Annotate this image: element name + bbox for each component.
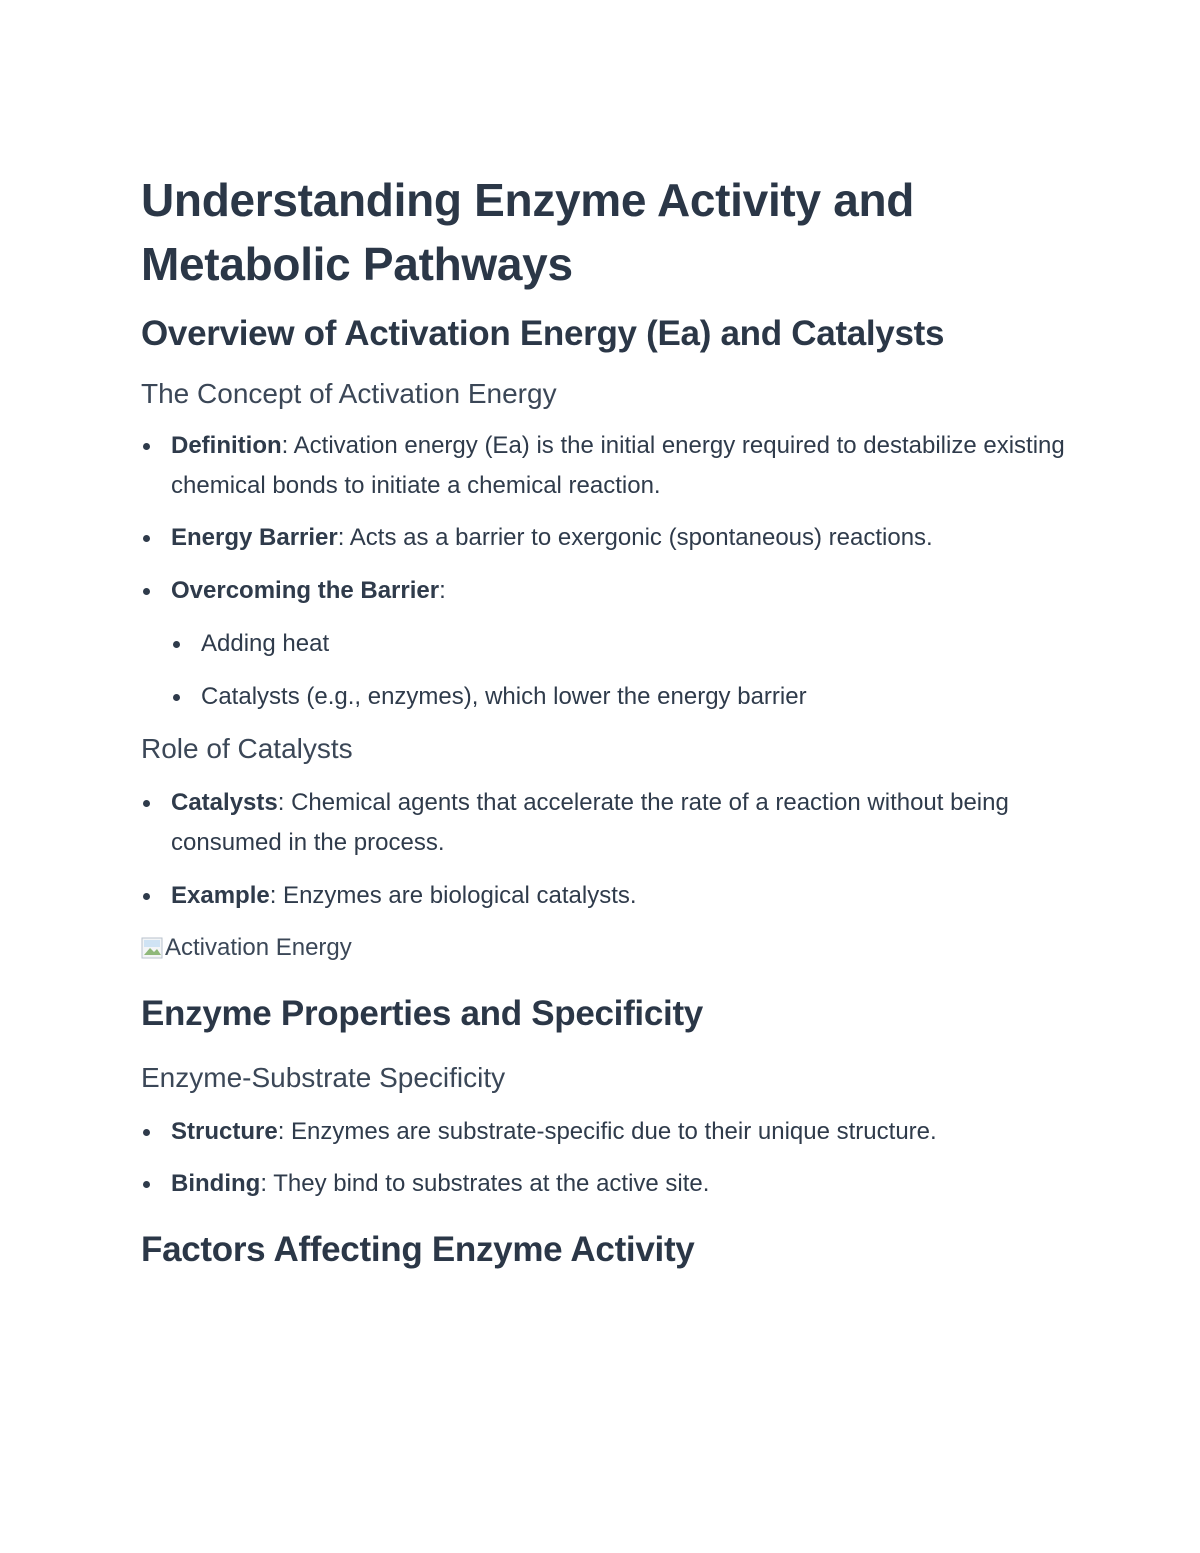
- broken-image-icon: [141, 937, 163, 959]
- list-item: [141, 1112, 991, 1152]
- section-heading-factors: Factors Affecting Enzyme Activity: [141, 1230, 695, 1269]
- list-item: [141, 783, 1071, 863]
- document-page: [141, 168, 1071, 1272]
- item-label: Example: [171, 882, 270, 909]
- bullet-icon: [143, 893, 150, 900]
- sublist-item: [171, 624, 1071, 664]
- subsection-heading-catalysts: Role of Catalysts: [141, 733, 353, 764]
- specificity-list: [141, 1112, 1071, 1204]
- item-text: Catalysts (e.g., enzymes), which lower the energy barrier: [201, 683, 807, 710]
- item-text: : Enzymes are substrate-specific due to their unique structure.: [277, 1118, 937, 1145]
- item-label: Structure: [171, 1118, 278, 1145]
- document-title: Understanding Enzyme Activity and Metabolic Pathways: [141, 174, 915, 290]
- list-item: [141, 876, 1071, 916]
- item-text: : Chemical agents that accelerate the rate of a reaction without being consumed in the process.: [171, 789, 1009, 856]
- image-alt-text: Activation Energy: [165, 934, 352, 961]
- bullet-icon: [173, 641, 180, 648]
- section-heading-properties: Enzyme Properties and Specificity: [141, 994, 703, 1033]
- item-label: Definition: [171, 432, 282, 459]
- item-text: : Acts as a barrier to exergonic (spontaneous) reactions.: [337, 524, 933, 551]
- item-text: :: [439, 577, 446, 604]
- bullet-icon: [173, 694, 180, 701]
- item-text: : Activation energy (Ea) is the initial energy required to destabilize existing chemical bonds to initiate a chemical reaction.: [171, 432, 1065, 499]
- subsection-heading-concept: The Concept of Activation Energy: [141, 378, 557, 409]
- bullet-icon: [143, 535, 150, 542]
- bullet-icon: [143, 1181, 150, 1188]
- item-label: Catalysts: [171, 789, 278, 816]
- item-text: : Enzymes are biological catalysts.: [269, 882, 637, 909]
- bullet-icon: [143, 588, 150, 595]
- item-label: Energy Barrier: [171, 524, 338, 551]
- concept-sublist: [141, 624, 1071, 717]
- section-heading-overview: Overview of Activation Energy (Ea) and Catalysts: [141, 314, 945, 353]
- list-item: [141, 571, 1071, 611]
- sublist-item: [171, 677, 1071, 717]
- list-item: [141, 518, 1071, 558]
- item-label: Binding: [171, 1170, 261, 1197]
- bullet-icon: [143, 800, 150, 807]
- item-text: : They bind to substrates at the active site.: [260, 1170, 710, 1197]
- list-item: [141, 426, 1071, 506]
- catalysts-list: [141, 783, 1071, 916]
- item-label: Overcoming the Barrier: [171, 577, 440, 604]
- bullet-icon: [143, 1129, 150, 1136]
- item-text: Adding heat: [201, 630, 330, 657]
- activation-energy-image: [141, 930, 1071, 966]
- subsection-heading-specificity: Enzyme-Substrate Specificity: [141, 1062, 506, 1093]
- concept-list: [141, 426, 1071, 611]
- list-item: [141, 1164, 1071, 1204]
- bullet-icon: [143, 443, 150, 450]
